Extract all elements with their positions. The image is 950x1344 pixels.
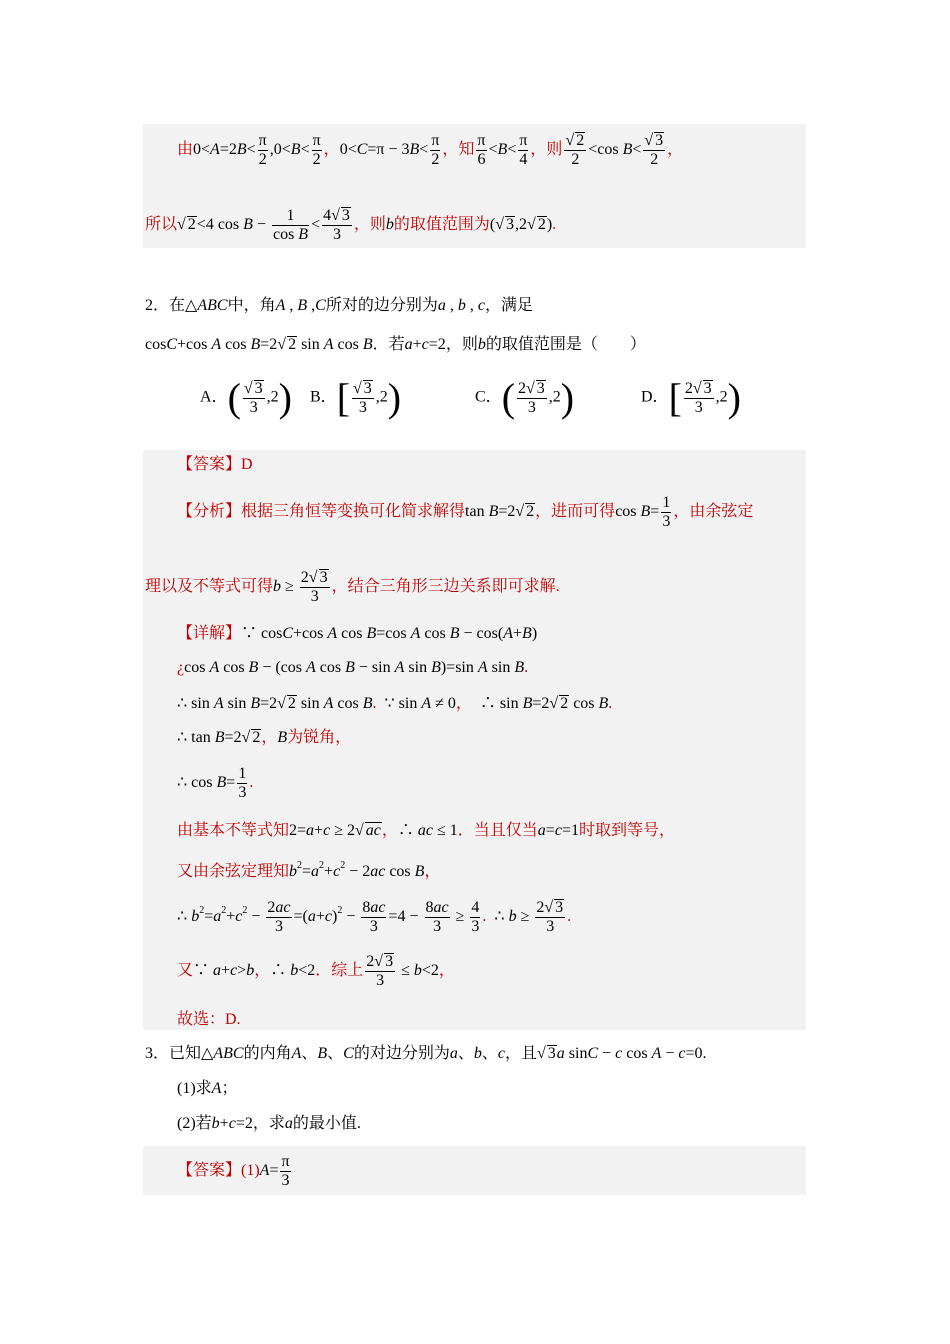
q2-option-d: D．[ $\frac{2√ 3}{3}$ ,2) (641, 375, 741, 420)
analysis-line-1: 【分析】根据三角恒等变换可化简求解得tan B=2√ 2，进而可得cos B= $\frac{1}{3}$ ，由余弦定 (177, 493, 754, 530)
q2-option-c: C．( $\frac{2√ 3}{3}$ ,2) (475, 375, 575, 420)
box1-line-2: 所以√ 2<4 cos B − $\frac{1}{\text{cos B}}$ < $\frac{4√ 3}{3}$ ，则b的取值范围为(√ 3,2√ 2). (145, 206, 557, 243)
detail-line-8: ∴ $b^2=a^2+c^2$ − $\frac{2ac}{3}$ $=(a+c)^2$ − $\frac{8ac}{3}$ =4 − $\frac{8ac}{3}$ ≥ $\frac{4}{3}$ . ∴ b ≥ $\frac{2√ 3}{3}$ . (177, 898, 572, 935)
detail-conclusion: 故选：D. (177, 1011, 241, 1028)
detail-line-9: 又∵ a+c>b，∴ b<2．综上 $\frac{2√ 3}{3}$ ≤ b<2， (177, 952, 455, 989)
box1-line-1: 由0<A=2B< $\frac{\pi}{2}$ ,0<B< $\frac{\pi}{2}$ ，0<C=π − 3B< $\frac{\pi}{2}$ ，知 $\frac{\pi}{6}$ <B< $\frac{\pi}{4}$ ，则 $\frac{√ 2}{2}$ <cos B< $\frac{√ 3}{2}$ ， (177, 131, 684, 168)
detail-line-6: 由基本不等式知2=a+c ≥ 2√ ac，∴ ac ≤ 1．当且仅当a=c=1时取到等号， (177, 822, 675, 839)
q3-sub-2: (2)若b+c=2，求a的最小值. (177, 1115, 361, 1132)
detail-line-1: 【详解】∵ cosC+cos A cos B=cos A cos B − cos(A+B) (177, 625, 538, 642)
analysis-line-2: 理以及不等式可得b ≥ $\frac{2√ 3}{3}$ ，结合三角形三边关系即可求解. (145, 568, 560, 605)
answer-2: 【答案】D (177, 456, 253, 473)
q2-line-1: 2．在△ABC中，角A , B ,C所对的边分别为a , b , c，满足 (145, 297, 533, 314)
detail-line-5: ∴ cos B= $\frac{1}{3}$ . (177, 764, 254, 801)
detail-line-3: ∴ sin A sin B=2√ 2 sin A cos B. ∵ sin A ≠ 0， ∴ sin B=2√ 2 cos B. (177, 695, 613, 712)
q2-line-2: cosC+cos A cos B=2√ 2 sin A cos B．若a+c=2，则b的取值范围是（ ） (145, 336, 646, 353)
q2-option-b: B．[ $\frac{√ 3}{3}$ ,2) (310, 375, 402, 420)
q2-option-a: A．( $\frac{√ 3}{3}$ ,2) (200, 375, 292, 420)
detail-line-2: ¿cos A cos B − (cos A cos B − sin A sin B)=sin A sin B. (177, 659, 529, 676)
q3-line-1: 3．已知△ABC的内角A、B、C的对边分别为a、b、c，且√ 3a sinC − c cos A − c=0. (145, 1045, 707, 1062)
answer-3: 【答案】(1)A= $\frac{\pi}{3}$ (177, 1152, 290, 1189)
detail-line-7: 又由余弦定理知$b^2=a^2+c^2 - 2ac$ cos B， (177, 860, 441, 880)
q3-sub-1: (1)求A； (177, 1080, 238, 1097)
detail-line-4: ∴ tan B=2√ 2，B为锐角， (177, 729, 352, 746)
